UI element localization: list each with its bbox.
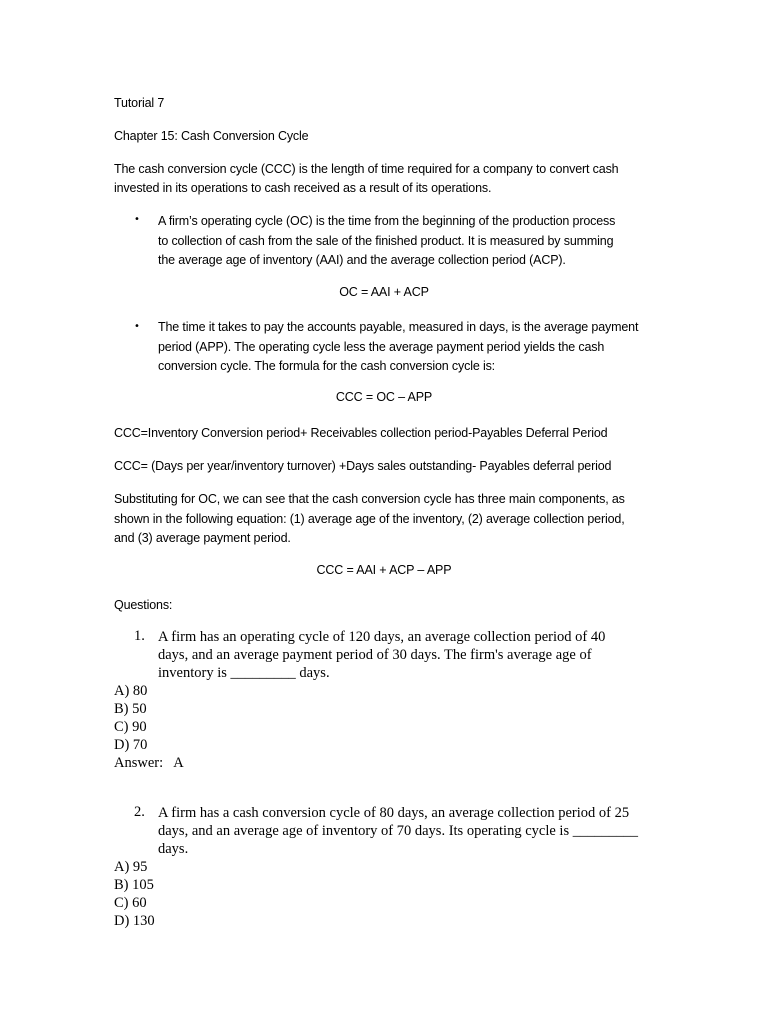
question-1-text <box>158 628 658 682</box>
bullet-2 <box>158 318 678 377</box>
ccc-definition-line: CCC=Inventory Conversion period+ Receivables collection period-Payables Deferral Period <box>114 426 608 440</box>
bullet-2-line-1: The time it takes to pay the accounts payable, measured in days, is the average payment <box>158 320 639 334</box>
intro-line-1: The cash conversion cycle (CCC) is the length of time required for a company to convert cash <box>114 162 619 176</box>
intro-line-2: invested in its operations to cash received as a result of its operations. <box>114 181 492 195</box>
chapter-title: Chapter 15: Cash Conversion Cycle <box>114 129 309 143</box>
bullet-1-line-1: A firm’s operating cycle (OC) is the time from the beginning of the production process <box>158 214 616 228</box>
formula-oc: OC = AAI + ACP <box>339 285 429 299</box>
question-1-option-c: C) 90 <box>114 719 147 735</box>
bullet-2-line-3: conversion cycle. The formula for the cash conversion cycle is: <box>158 359 495 373</box>
question-1-answer: Answer: A <box>114 755 184 771</box>
formula-full: CCC = AAI + ACP – APP <box>316 563 452 577</box>
formula-ccc: CCC = OC – APP <box>335 390 433 404</box>
ccc-days-line: CCC= (Days per year/inventory turnover) +Days sales outstanding- Payables deferral period <box>114 459 612 473</box>
question-1-line-3: inventory is _________ days. <box>158 665 330 681</box>
bullet-1 <box>158 212 678 271</box>
question-1-number: 1. <box>134 628 145 644</box>
questions-heading: Questions: <box>114 598 173 612</box>
bullet-icon: • <box>134 214 140 225</box>
substitution-line-3: and (3) average payment period. <box>114 531 291 545</box>
question-2-option-d: D) 130 <box>114 913 155 929</box>
question-1-line-1: A firm has an operating cycle of 120 days, an average collection period of 40 <box>158 629 606 645</box>
question-2-number: 2. <box>134 804 145 820</box>
question-1-option-d: D) 70 <box>114 737 148 753</box>
substitution-line-2: shown in the following equation: (1) average age of the inventory, (2) average collection period, <box>114 512 625 526</box>
bullet-1-line-2: to collection of cash from the sale of the finished product. It is measured by summing <box>158 233 614 248</box>
question-1-option-a: A) 80 <box>114 683 148 699</box>
substitution-line-1: Substituting for OC, we can see that the cash conversion cycle has three main components, as <box>114 492 625 506</box>
question-2-option-a: A) 95 <box>114 859 148 875</box>
question-2-line-1: A firm has a cash conversion cycle of 80 days, an average collection period of 25 <box>158 805 630 821</box>
question-2-line-3: days. <box>158 841 189 857</box>
question-1-option-b: B) 50 <box>114 701 147 717</box>
question-2-text <box>158 804 678 858</box>
bullet-2-line-2: period (APP). The operating cycle less the average payment period yields the cash <box>158 339 605 354</box>
question-2-line-2: days, and an average age of inventory of 70 days. Its operating cycle is _________ <box>158 823 638 839</box>
question-1-line-2: days, and an average payment period of 30 days. The firm's average age of <box>158 647 592 663</box>
question-2-option-b: B) 105 <box>114 877 154 893</box>
question-2-option-c: C) 60 <box>114 895 147 911</box>
bullet-1-line-3: the average age of inventory (AAI) and the average collection period (ACP). <box>158 253 566 267</box>
bullet-icon: • <box>134 321 140 332</box>
tutorial-title: Tutorial 7 <box>114 96 165 110</box>
